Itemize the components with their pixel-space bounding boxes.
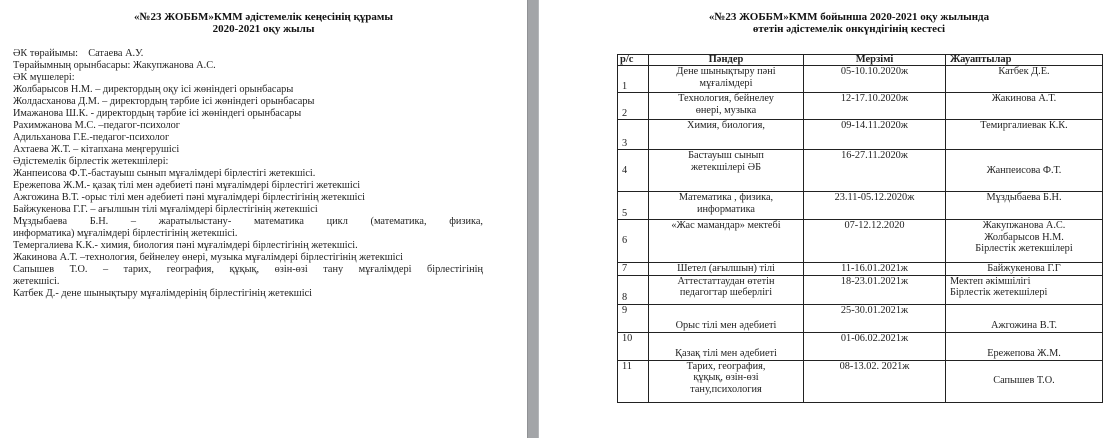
row-number bbox=[618, 120, 649, 150]
schedule-table bbox=[617, 54, 1103, 403]
list-line: Байжукенова Г.Г. – ағылшын тілі мұғалімдері бірлестігінің жетекшісі bbox=[13, 204, 318, 215]
list-line: Ережепова Ж.М.- қазақ тілі мен әдебиеті пәні мұғалімдері бірлестігі жетекшісі bbox=[13, 180, 361, 191]
row-dates bbox=[804, 304, 946, 332]
row-number bbox=[618, 220, 649, 263]
table-row bbox=[618, 304, 1103, 332]
left-title-line-1: «№23 ЖОББМ»КММ әдістемелік кеңесінің құрамы bbox=[134, 11, 393, 23]
subject-line: өнері, музыка bbox=[695, 104, 757, 116]
table-header-row bbox=[618, 55, 1103, 66]
dates-text: 05-10.10.2020ж bbox=[840, 66, 909, 77]
row-dates bbox=[804, 192, 946, 220]
row-dates bbox=[804, 150, 946, 192]
responsible-line: Ажгожина В.Т. bbox=[991, 320, 1057, 331]
left-page-title bbox=[0, 11, 527, 35]
row-responsible bbox=[946, 275, 1103, 304]
page-divider bbox=[527, 0, 539, 438]
dates-text: 09-14.11.2020ж bbox=[841, 120, 908, 131]
row-number-text: 9 bbox=[622, 304, 628, 316]
list-line: Ахтаева Ж.Т. – кітапхана меңгерушісі bbox=[13, 144, 180, 155]
subject-line: Тарих, география, bbox=[686, 360, 766, 372]
subject-line: Химия, биология, bbox=[687, 120, 765, 131]
dates-text: 11-16.01.2021ж bbox=[841, 263, 908, 274]
left-document-page bbox=[0, 0, 527, 438]
subject-line: информатика bbox=[696, 203, 755, 215]
row-responsible bbox=[946, 332, 1103, 360]
list-line: Рахимжанова М.С. –педагог-психолог bbox=[13, 120, 180, 131]
dates-text: 01-06.02.2021ж bbox=[840, 332, 909, 344]
list-line: Темергалиева К.К.- химия, биология пәні мұғалімдері бірлестігінің жетекшісі. bbox=[13, 240, 358, 251]
table-row bbox=[618, 150, 1103, 192]
row-dates bbox=[804, 360, 946, 402]
list-line: жетекшісі. bbox=[13, 276, 60, 287]
responsible-line: Ережепова Ж.М. bbox=[987, 348, 1061, 359]
responsible-line: Жакупжанова А.С. bbox=[982, 220, 1066, 231]
list-line: Жолбарысов Н.М. – директордың оқу ісі жөніндегі орынбасары bbox=[13, 84, 294, 95]
table-body bbox=[618, 66, 1103, 403]
row-dates bbox=[804, 275, 946, 304]
row-dates bbox=[804, 93, 946, 120]
responsible-line: Жакинова А.Т. bbox=[991, 93, 1057, 104]
table-row bbox=[618, 360, 1103, 402]
subject-line: Қазақ тілі мен әдебиеті bbox=[675, 348, 777, 359]
row-subject bbox=[649, 304, 804, 332]
subject-line: Технология, бейнелеу bbox=[678, 93, 774, 104]
row-responsible bbox=[946, 150, 1103, 192]
row-responsible bbox=[946, 66, 1103, 93]
row-subject bbox=[649, 150, 804, 192]
row-subject bbox=[649, 220, 804, 263]
row-number bbox=[618, 332, 649, 360]
list-line: Имажанова Ш.К. - директордың тәрбие ісі жөніндегі орынбасары bbox=[13, 108, 302, 119]
subject-line: Дене шынықтыру пәні bbox=[676, 66, 776, 77]
subject-line: педагогтар шеберлігі bbox=[679, 287, 773, 298]
dates-text: 25-30.01.2021ж bbox=[840, 304, 909, 316]
responsible-line: Бірлестік жетекшілері bbox=[950, 287, 1048, 298]
table-row bbox=[618, 275, 1103, 304]
subject-line: құқық, өзін-өзі bbox=[693, 372, 759, 383]
responsible-line: Мектеп әкімшілігі bbox=[950, 275, 1031, 287]
row-subject bbox=[649, 360, 804, 402]
subject-line: Шетел (ағылшын) тілі bbox=[677, 263, 775, 274]
left-title-line-2: 2020-2021 оқу жылы bbox=[212, 23, 315, 35]
row-responsible bbox=[946, 360, 1103, 402]
row-subject bbox=[649, 263, 804, 276]
row-number-text: 10 bbox=[622, 332, 633, 344]
row-number-text: 2 bbox=[622, 107, 628, 119]
row-subject bbox=[649, 192, 804, 220]
row-dates bbox=[804, 66, 946, 93]
list-line: Катбек Д.- дене шынықтыру мұғалімдерінің бірлестігінің жетекшісі bbox=[13, 288, 313, 299]
row-number-text: 3 bbox=[622, 137, 628, 149]
header-subjects: Пәндер bbox=[649, 55, 804, 66]
table-row bbox=[618, 192, 1103, 220]
row-number bbox=[618, 192, 649, 220]
dates-text: 12-17.10.2020ж bbox=[840, 93, 909, 104]
subject-line: Бастауыш сынып bbox=[688, 150, 764, 161]
responsible-line: Байжукенова Г.Г bbox=[987, 263, 1061, 274]
row-number bbox=[618, 93, 649, 120]
dates-text: 23.11-05.12.2020ж bbox=[834, 192, 915, 203]
list-line: Жолдасханова Д.М. – директордың тәрбие ісі жөніндегі орынбасары bbox=[13, 96, 315, 107]
right-title-line-1: «№23 ЖОББМ»КММ бойынша 2020-2021 оқу жылында bbox=[708, 11, 990, 23]
row-number-text: 1 bbox=[622, 80, 628, 92]
row-number bbox=[618, 275, 649, 304]
subject-line: Орыс тілі мен әдебиеті bbox=[675, 320, 777, 331]
header-number: р/с bbox=[618, 55, 649, 66]
row-number bbox=[618, 66, 649, 93]
row-responsible bbox=[946, 263, 1103, 276]
header-dates: Мерзімі bbox=[804, 55, 946, 66]
list-line: Ажгожина В.Т. -орыс тілі мен әдебиеті пәні мұғалімдері бірлестігінің жетекшісі bbox=[13, 192, 365, 203]
row-number bbox=[618, 304, 649, 332]
subject-line: «Жас мамандар» мектебі bbox=[671, 220, 781, 231]
row-dates bbox=[804, 220, 946, 263]
row-subject bbox=[649, 93, 804, 120]
table-row bbox=[618, 93, 1103, 120]
list-line: ӘК төрайымы: Сатаева А.У. bbox=[13, 48, 144, 59]
dates-text: 16-27.11.2020ж bbox=[841, 150, 908, 161]
responsible-line: Темиргалиевак К.К. bbox=[980, 120, 1068, 131]
row-subject bbox=[649, 66, 804, 93]
responsible-line: Катбек Д.Е. bbox=[998, 66, 1050, 77]
row-number bbox=[618, 360, 649, 402]
row-responsible bbox=[946, 93, 1103, 120]
list-line: ӘК мүшелері: bbox=[13, 72, 75, 83]
list-line: Сапышев Т.О. – тарих, география, құқық, өзін-өзі тану мұғалімдері бірлестігінің bbox=[13, 264, 483, 275]
subject-line: жетекшілері ӘБ bbox=[690, 161, 762, 173]
table-row bbox=[618, 332, 1103, 360]
row-dates bbox=[804, 263, 946, 276]
right-page-title bbox=[569, 11, 1114, 35]
table-row bbox=[618, 220, 1103, 263]
row-dates bbox=[804, 120, 946, 150]
row-number bbox=[618, 263, 649, 276]
dates-text: 18-23.01.2021ж bbox=[840, 275, 909, 287]
row-number-text: 7 bbox=[622, 263, 628, 274]
right-document-page bbox=[539, 0, 1114, 438]
subject-line: тану,психология bbox=[690, 383, 762, 395]
row-responsible bbox=[946, 304, 1103, 332]
row-number-text: 11 bbox=[622, 360, 632, 372]
responsible-line: Мұздыбаева Б.Н. bbox=[986, 192, 1062, 203]
row-subject bbox=[649, 332, 804, 360]
responsible-line: Жолбарысов Н.М. bbox=[984, 231, 1064, 243]
row-dates bbox=[804, 332, 946, 360]
list-line: Мұздыбаева Б.Н. – жаратылыстану- математика цикл (математика, физика, bbox=[13, 216, 483, 227]
row-responsible bbox=[946, 120, 1103, 150]
list-line: информатика) мұғалімдері бірлестігінің жетекшісі. bbox=[13, 228, 238, 239]
responsible-line: Сапышев Т.О. bbox=[993, 375, 1055, 387]
table-row bbox=[618, 120, 1103, 150]
row-responsible bbox=[946, 220, 1103, 263]
row-responsible bbox=[946, 192, 1103, 220]
responsible-line: Жанпеисова Ф.Т. bbox=[986, 164, 1062, 176]
row-number-text: 5 bbox=[622, 207, 628, 219]
list-line: Жанпеисова Ф.Т.-бастауыш сынып мұғалімдері бірлестігі жетекшісі. bbox=[13, 168, 316, 179]
subject-line: Математика , физика, bbox=[678, 192, 774, 203]
row-number-text: 8 bbox=[622, 292, 628, 303]
list-line: Адильханова Г.Е.-педагог-психолог bbox=[13, 132, 170, 143]
dates-text: 08-13.02. 2021ж bbox=[839, 360, 910, 372]
header-responsible: Жауаптылар bbox=[946, 55, 1103, 66]
right-title-line-2: өтетін әдістемелік онкүндігінің кестесі bbox=[752, 23, 946, 35]
subject-line: Аттестаттаудан өтетін bbox=[677, 275, 775, 287]
list-line: Әдістемелік бірлестік жетекшілері: bbox=[13, 156, 169, 167]
row-number bbox=[618, 150, 649, 192]
row-number-text: 4 bbox=[622, 164, 628, 176]
council-members-list bbox=[13, 48, 483, 300]
list-line: Жакинова А.Т. –технология, бейнелеу өнері, музыка мұғалімдері бірлестігінің жетекшісі bbox=[13, 252, 403, 263]
responsible-line: Бірлестік жетекшілері bbox=[975, 243, 1073, 254]
dates-text: 07-12.12.2020 bbox=[844, 220, 905, 231]
list-line: Төрайымның орынбасары: Жакупжанова А.С. bbox=[13, 60, 216, 71]
table-row bbox=[618, 263, 1103, 276]
subject-line: мұғалімдері bbox=[699, 77, 753, 89]
row-subject bbox=[649, 275, 804, 304]
row-subject bbox=[649, 120, 804, 150]
row-number-text: 6 bbox=[622, 235, 628, 247]
table-row bbox=[618, 66, 1103, 93]
